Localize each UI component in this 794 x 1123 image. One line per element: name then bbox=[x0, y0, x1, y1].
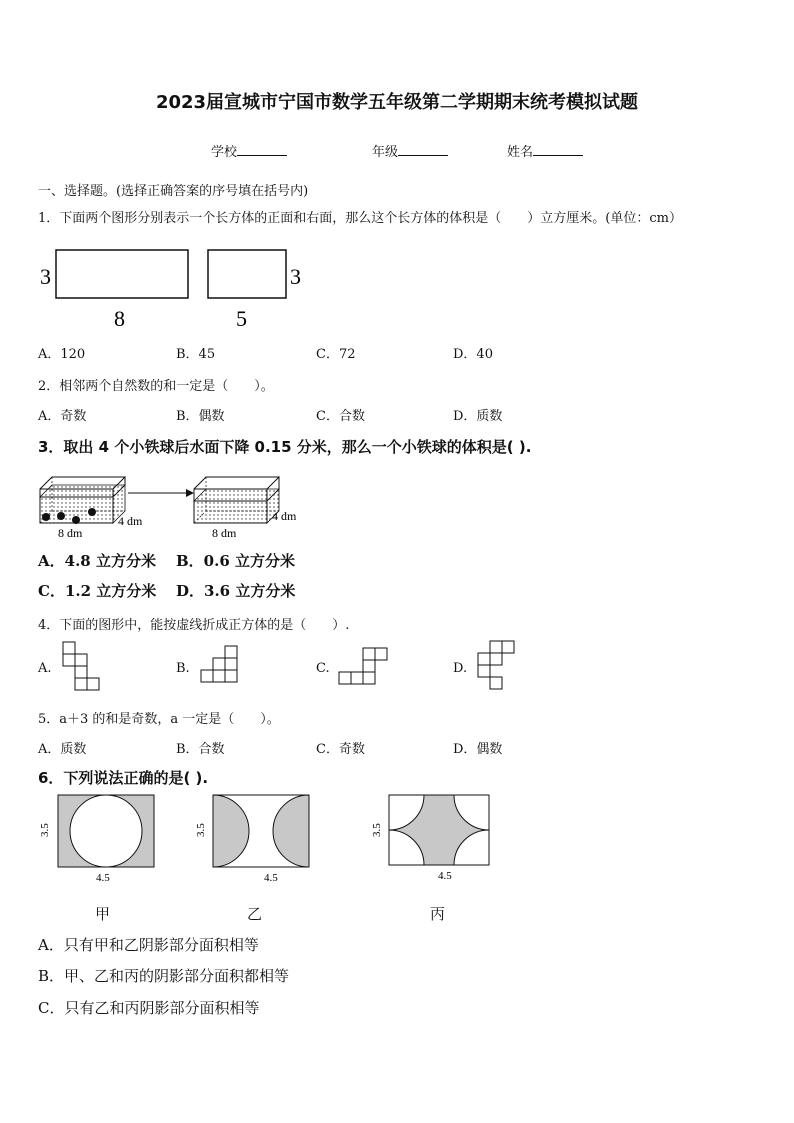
side-width-label: 5 bbox=[236, 306, 247, 331]
page-title: 2023届宣城市宁国市数学五年级第二学期期末统考模拟试题 bbox=[155, 92, 639, 113]
grade-blank bbox=[398, 143, 448, 156]
figure-name-yi: 乙 bbox=[247, 905, 263, 923]
front-face bbox=[56, 250, 188, 298]
tank-before-length: 8 dm bbox=[58, 526, 83, 540]
q2-option-c[interactable]: C．合数 bbox=[316, 409, 365, 424]
bing-width-label: 4.5 bbox=[438, 870, 452, 882]
school-label: 学校 bbox=[211, 145, 238, 160]
section-heading: 一、选择题。(选择正确答案的序号填在括号内) bbox=[38, 184, 309, 199]
q5-option-c[interactable]: C．奇数 bbox=[316, 742, 365, 757]
q6-option-c[interactable]: C．只有乙和丙阴影部分面积相等 bbox=[38, 999, 260, 1017]
name-label: 姓名 bbox=[507, 145, 534, 160]
q1-figure bbox=[36, 244, 316, 334]
q3-option-d[interactable]: D．3.6 立方分米 bbox=[176, 582, 296, 600]
tank-before-width: 4 dm bbox=[118, 514, 143, 528]
front-height-label: 3 bbox=[40, 264, 51, 289]
figure-name-jia: 甲 bbox=[95, 905, 111, 923]
q5-option-b[interactable]: B．合数 bbox=[176, 742, 225, 757]
question-4: 4．下面的图形中，能按虚线折成正方体的是（ ）. bbox=[38, 618, 350, 633]
yi-height-label: 3.5 bbox=[195, 823, 207, 837]
q4-option-d[interactable]: D. bbox=[453, 661, 468, 676]
iron-ball bbox=[88, 508, 96, 516]
arrow-head bbox=[186, 489, 194, 497]
q1-option-d[interactable]: D．40 bbox=[453, 347, 493, 362]
school-blank bbox=[237, 143, 287, 156]
q1-option-a[interactable]: A．120 bbox=[38, 347, 86, 362]
q3-option-b[interactable]: B．0.6 立方分米 bbox=[176, 552, 295, 570]
q3-option-a[interactable]: A．4.8 立方分米 bbox=[38, 552, 156, 570]
q1-option-c[interactable]: C．72 bbox=[316, 347, 356, 362]
q5-option-a[interactable]: A．质数 bbox=[38, 742, 87, 757]
tank-after bbox=[194, 477, 279, 523]
tank-after-length: 8 dm bbox=[212, 526, 237, 540]
q4-net-d bbox=[477, 640, 517, 694]
name-blank bbox=[533, 143, 583, 156]
q1-option-b[interactable]: B．45 bbox=[176, 347, 216, 362]
q2-option-a[interactable]: A．奇数 bbox=[38, 409, 87, 424]
iron-ball bbox=[72, 516, 80, 524]
q2-option-d[interactable]: D．质数 bbox=[453, 409, 503, 424]
q4-option-c[interactable]: C. bbox=[316, 661, 330, 676]
q4-net-b bbox=[200, 645, 240, 689]
tank-before bbox=[40, 477, 125, 524]
school-field bbox=[211, 141, 287, 160]
bing-height-label: 3.5 bbox=[371, 823, 383, 837]
q4-option-a[interactable]: A. bbox=[38, 661, 52, 676]
side-height-label: 3 bbox=[290, 264, 301, 289]
q3-option-c[interactable]: C．1.2 立方分米 bbox=[38, 582, 157, 600]
front-width-label: 8 bbox=[114, 306, 125, 331]
figure-yi bbox=[196, 795, 326, 890]
figure-name-bing: 丙 bbox=[430, 905, 446, 923]
grade-field bbox=[372, 141, 448, 160]
q4-net-c bbox=[338, 647, 390, 689]
right-face bbox=[208, 250, 286, 298]
q6-option-b[interactable]: B．甲、乙和丙的阴影部分面积都相等 bbox=[38, 967, 290, 985]
question-1: 1．下面两个图形分别表示一个长方体的正面和右面，那么这个长方体的体积是（ ）立方厘米。(单位：cm） bbox=[38, 211, 682, 226]
question-6: 6．下列说法正确的是( ). bbox=[38, 769, 209, 787]
q5-option-d[interactable]: D．偶数 bbox=[453, 742, 503, 757]
question-3: 3．取出 4 个小铁球后水面下降 0.15 分米，那么一个小铁球的体积是( ). bbox=[38, 438, 532, 456]
name-field bbox=[507, 141, 583, 160]
q2-option-b[interactable]: B．偶数 bbox=[176, 409, 225, 424]
q6-option-a[interactable]: A．只有甲和乙阴影部分面积相等 bbox=[38, 936, 259, 954]
tank-after-width: 4 dm bbox=[272, 509, 297, 523]
figure-bing bbox=[372, 795, 502, 885]
figure-jia bbox=[38, 795, 168, 885]
jia-width-label: 4.5 bbox=[96, 872, 110, 884]
jia-height-label: 3.5 bbox=[39, 823, 51, 837]
q3-figure bbox=[36, 465, 306, 540]
q4-net-a bbox=[62, 641, 102, 697]
circle-cutout bbox=[70, 795, 142, 867]
question-2: 2．相邻两个自然数的和一定是（ ）。 bbox=[38, 379, 274, 394]
iron-ball bbox=[57, 512, 65, 520]
yi-width-label: 4.5 bbox=[264, 872, 278, 884]
q4-option-b[interactable]: B. bbox=[176, 661, 190, 676]
question-5: 5．a＋3 的和是奇数，a 一定是（ ）。 bbox=[38, 712, 280, 727]
grade-label: 年级 bbox=[372, 145, 399, 160]
iron-ball bbox=[42, 513, 50, 521]
